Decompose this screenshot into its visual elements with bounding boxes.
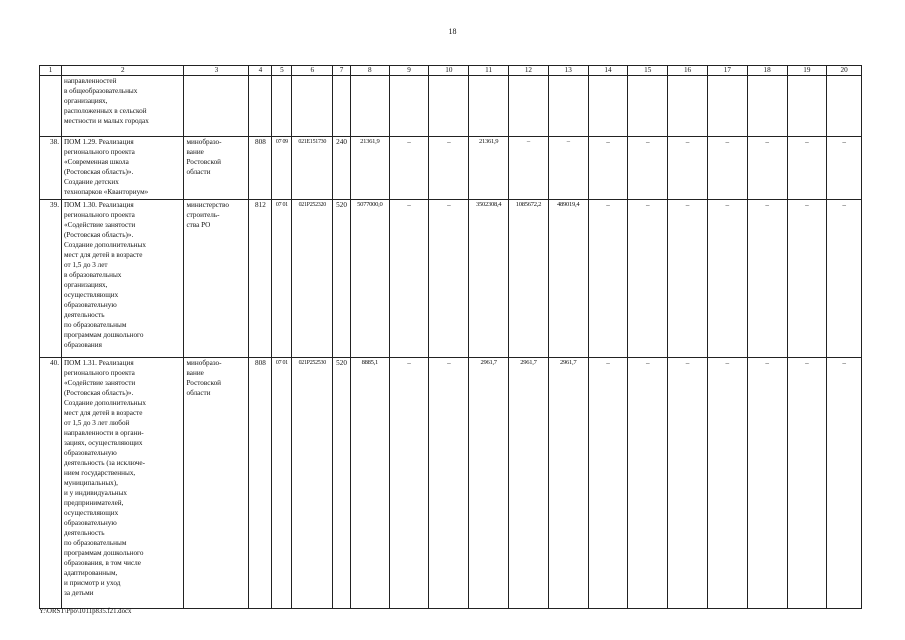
page-number: 18 (448, 27, 457, 36)
cell-vr: 520 (333, 200, 351, 358)
cell-year: – (588, 358, 628, 609)
cell-year: – (827, 358, 862, 609)
col-header: 9 (389, 66, 429, 76)
cell-year: – (429, 200, 469, 358)
cell-year (548, 76, 588, 137)
cell-year: – (787, 137, 827, 200)
executor: министерство строитель- ства РО (184, 200, 249, 358)
measure-name: направленностей в общеобразовательных организациях, расположенных в сельской местности и малых городах (61, 76, 184, 137)
cell-year: – (628, 200, 668, 358)
row-number: 40. (40, 358, 62, 609)
cell-year: – (787, 358, 827, 609)
cell-year (628, 76, 668, 137)
col-header: 4 (249, 66, 272, 76)
measure-name: ПОМ 1.29. Реализация регионального проекта «Современная школа (Ростовская область)». Создание детских технопарков «Кванториум» (61, 137, 184, 200)
cell-year (389, 76, 429, 137)
cell-year: – (548, 137, 588, 200)
cell-year (429, 76, 469, 137)
cell-grbs (249, 76, 272, 137)
col-header: 7 (333, 66, 351, 76)
col-header: 14 (588, 66, 628, 76)
cell-year (827, 76, 862, 137)
col-header: 17 (707, 66, 747, 76)
row-number: 38. (40, 137, 62, 200)
cell-year: – (509, 137, 549, 200)
cell-year: 2961,7 (469, 358, 509, 609)
cell-vr (333, 76, 351, 137)
cell-csr: 021P252320 (292, 200, 333, 358)
measure-name: ПОМ 1.31. Реализация регионального проекта «Содействие занятости (Ростовская область)». Создание дополнительных мест для детей в возрасте от 1,5 до 3 лет любой направленности в органи- зациях, осуществляющих образовательную деятельность (за исключе- нием государственных, муниципальных), и у индивидуальных предпринимателей, осуществляющих образовательную деятельность по образовательным программам дошкольного образования, в том числе адаптированным, и присмотр и уход за детьми (61, 358, 184, 609)
col-header: 15 (628, 66, 668, 76)
cell-year: – (588, 200, 628, 358)
cell-year: 1085672,2 (509, 200, 549, 358)
cell-grbs: 812 (249, 200, 272, 358)
cell-year: – (707, 358, 747, 609)
executor: минобразо- вание Ростовской области (184, 137, 249, 200)
cell-total: 8885,1 (350, 358, 389, 609)
table-row (40, 200, 862, 358)
document-path: Y:\ORST\Ppo\1011p835.f21.docx (39, 608, 132, 615)
cell-csr (292, 76, 333, 137)
table-row (40, 358, 862, 609)
cell-year: 2961,7 (509, 358, 549, 609)
cell-rzpr: 07 01 (272, 358, 292, 609)
col-header: 18 (747, 66, 787, 76)
cell-year (588, 76, 628, 137)
cell-year (509, 76, 549, 137)
cell-year: 21361,9 (469, 137, 509, 200)
cell-year: – (628, 358, 668, 609)
column-number-row (40, 66, 862, 76)
col-header: 5 (272, 66, 292, 76)
cell-year: – (707, 137, 747, 200)
table-row (40, 76, 862, 137)
col-header: 6 (292, 66, 333, 76)
cell-rzpr: 07 09 (272, 137, 292, 200)
cell-grbs: 808 (249, 137, 272, 200)
col-header: 1 (40, 66, 62, 76)
cell-year (469, 76, 509, 137)
cell-year: – (389, 358, 429, 609)
col-header: 10 (429, 66, 469, 76)
cell-year (668, 76, 708, 137)
cell-year: – (389, 200, 429, 358)
cell-vr: 520 (333, 358, 351, 609)
cell-year: – (628, 137, 668, 200)
cell-csr: 021E151730 (292, 137, 333, 200)
executor: минобразо- вание Ростовской области (184, 358, 249, 609)
cell-year: – (747, 358, 787, 609)
budget-table (39, 65, 862, 609)
cell-year: – (827, 200, 862, 358)
cell-total: 5077000,0 (350, 200, 389, 358)
row-number (40, 76, 62, 137)
table-row (40, 137, 862, 200)
cell-year (787, 76, 827, 137)
col-header: 16 (668, 66, 708, 76)
col-header: 13 (548, 66, 588, 76)
cell-year: – (668, 137, 708, 200)
executor (184, 76, 249, 137)
cell-year: 489019,4 (548, 200, 588, 358)
cell-total (350, 76, 389, 137)
col-header: 2 (61, 66, 184, 76)
cell-year: – (588, 137, 628, 200)
cell-year (707, 76, 747, 137)
cell-year: 2961,7 (548, 358, 588, 609)
cell-year: 3502308,4 (469, 200, 509, 358)
cell-year: – (668, 358, 708, 609)
col-header: 19 (787, 66, 827, 76)
cell-year: – (747, 137, 787, 200)
cell-total: 21361,9 (350, 137, 389, 200)
col-header: 3 (184, 66, 249, 76)
measure-name: ПОМ 1.30. Реализация регионального проекта «Содействие занятости (Ростовская область)». Создание дополнительных мест для детей в возрасте от 1,5 до 3 лет в образовательных организациях, осуществляющих образовательную деятельность по образовательным программам дошкольного образования (61, 200, 184, 358)
cell-year: – (787, 200, 827, 358)
cell-year: – (707, 200, 747, 358)
cell-rzpr (272, 76, 292, 137)
col-header: 20 (827, 66, 862, 76)
cell-year: – (827, 137, 862, 200)
cell-year: – (668, 200, 708, 358)
col-header: 8 (350, 66, 389, 76)
cell-vr: 240 (333, 137, 351, 200)
cell-year: – (429, 137, 469, 200)
col-header: 11 (469, 66, 509, 76)
cell-grbs: 808 (249, 358, 272, 609)
cell-year: – (389, 137, 429, 200)
cell-year: – (747, 200, 787, 358)
cell-csr: 021P252530 (292, 358, 333, 609)
cell-rzpr: 07 01 (272, 200, 292, 358)
cell-year (747, 76, 787, 137)
row-number: 39. (40, 200, 62, 358)
cell-year: – (429, 358, 469, 609)
col-header: 12 (509, 66, 549, 76)
